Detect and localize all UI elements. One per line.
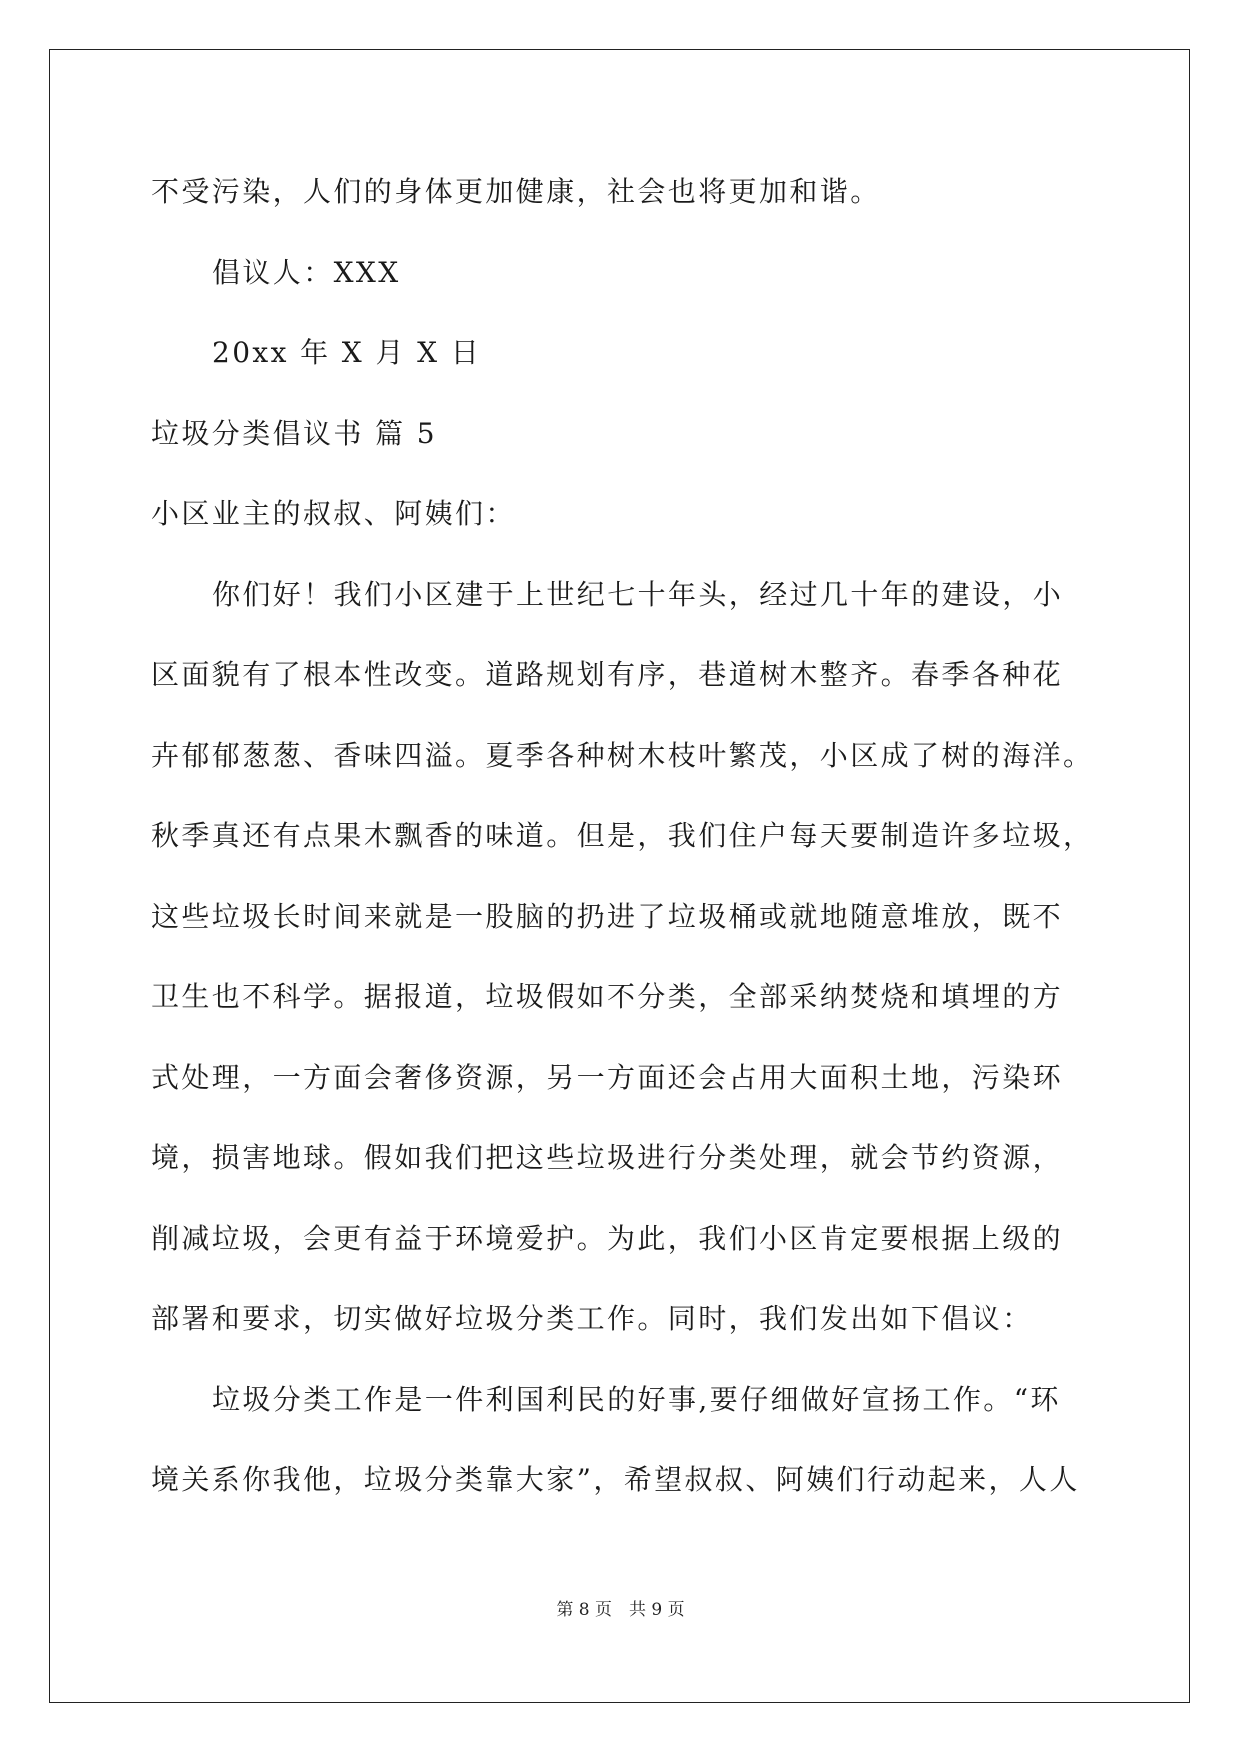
text-line-date: 20xx 年 X 月 X 日 bbox=[212, 336, 482, 369]
text-line: 不受污染，人们的身体更加健康，社会也将更加和谐。 bbox=[151, 175, 881, 208]
text-line: 卫生也不科学。据报道，垃圾假如不分类，全部采纳焚烧和填埋的方 bbox=[151, 980, 1064, 1013]
text-line: 式处理，一方面会奢侈资源，另一方面还会占用大面积土地，污染环 bbox=[151, 1061, 1064, 1094]
text-line: 境关系你我他，垃圾分类靠大家”，希望叔叔、阿姨们行动起来，人人 bbox=[151, 1463, 1080, 1496]
text-line: 这些垃圾长时间来就是一股脑的扔进了垃圾桶或就地随意堆放，既不 bbox=[151, 900, 1064, 933]
text-line: 你们好！我们小区建于上世纪七十年头，经过几十年的建设，小 bbox=[212, 578, 1064, 611]
page-number-footer: 第 8 页 共 9 页 bbox=[556, 1600, 685, 1620]
text-line: 区面貌有了根本性改变。道路规划有序，巷道树木整齐。春季各种花 bbox=[151, 658, 1064, 691]
text-line-signer: 倡议人：XXX bbox=[212, 256, 401, 289]
text-line: 秋季真还有点果木飘香的味道。但是，我们住户每天要制造许多垃圾， bbox=[151, 819, 1094, 852]
text-line: 卉郁郁葱葱、香味四溢。夏季各种树木枝叶繁茂，小区成了树的海洋。 bbox=[151, 739, 1094, 772]
text-line: 部署和要求，切实做好垃圾分类工作。同时，我们发出如下倡议： bbox=[151, 1302, 1033, 1335]
text-line: 垃圾分类工作是一件利国利民的好事,要仔细做好宣扬工作。“环 bbox=[212, 1383, 1061, 1416]
section-heading: 垃圾分类倡议书 篇 5 bbox=[151, 417, 438, 450]
page-border bbox=[49, 49, 1190, 1703]
text-line: 境，损害地球。假如我们把这些垃圾进行分类处理，就会节约资源， bbox=[151, 1141, 1064, 1174]
salutation: 小区业主的叔叔、阿姨们： bbox=[151, 497, 516, 530]
text-line: 削减垃圾，会更有益于环境爱护。为此，我们小区肯定要根据上级的 bbox=[151, 1222, 1064, 1255]
